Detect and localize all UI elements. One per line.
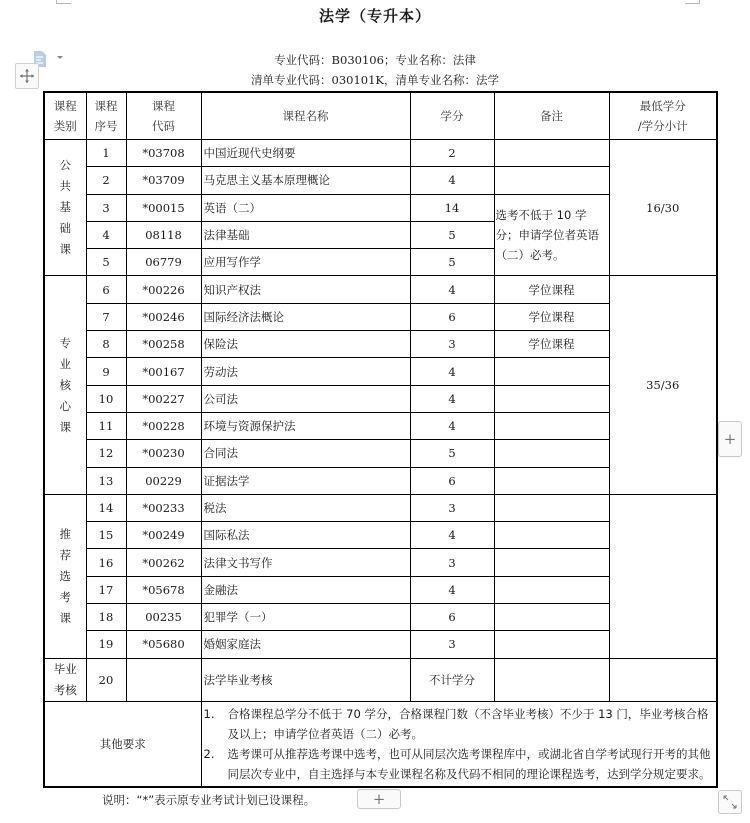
credit-cell: 4	[410, 522, 494, 549]
remark-cell	[494, 467, 609, 494]
code-cell: 00235	[126, 604, 201, 631]
table-header-row	[44, 92, 717, 140]
remark-cell	[494, 658, 609, 701]
code-cell: *00015	[126, 194, 201, 221]
category-char: 考	[59, 589, 71, 604]
add-column-button[interactable]	[718, 421, 742, 457]
course-name-cell: 国际私法	[201, 522, 410, 549]
footnote: 说明：“*”表示原专业考试计划已设课程。	[102, 793, 316, 807]
category-char: 选	[59, 568, 71, 583]
subtotal-cell	[609, 658, 717, 701]
course-name-cell: 知识产权法	[201, 276, 410, 303]
remark-cell: 选考不低于 10 学分；申请学位者英语（二）必考。	[494, 194, 609, 276]
table-row	[44, 140, 717, 167]
seq-cell: 8	[86, 331, 126, 358]
requirement-number: 1.	[203, 706, 215, 721]
plus-icon: +	[372, 790, 386, 808]
seq-cell: 10	[86, 385, 126, 412]
table-move-handle[interactable]	[15, 63, 39, 89]
category-char: 心	[59, 398, 71, 413]
credit-cell: 5	[410, 249, 494, 276]
course-name-cell: 中国近现代史纲要	[201, 140, 410, 167]
seq-cell: 4	[86, 221, 126, 248]
other-requirements-row	[44, 701, 717, 787]
credit-cell: 4	[410, 167, 494, 194]
remark-cell	[494, 167, 609, 194]
credit-cell: 6	[410, 467, 494, 494]
code-cell: *00227	[126, 385, 201, 412]
credit-cell: 不计学分	[410, 658, 494, 701]
major-info: 专业代码：B030106；专业名称：法律	[274, 53, 476, 67]
header-remark: 备注	[494, 92, 609, 140]
page-corner-mark-right	[685, 0, 700, 4]
course-name-cell: 合同法	[201, 440, 410, 467]
seq-cell: 14	[86, 494, 126, 521]
header-seq: 课程 序号	[86, 92, 126, 140]
code-cell: *00226	[126, 276, 201, 303]
code-cell: *00246	[126, 303, 201, 330]
seq-cell: 7	[86, 303, 126, 330]
credit-cell: 6	[410, 303, 494, 330]
requirement-number: 2.	[203, 746, 215, 761]
code-cell: 08118	[126, 221, 201, 248]
category-char: 荐	[59, 547, 71, 562]
seq-cell: 11	[86, 412, 126, 439]
code-cell: *03708	[126, 140, 201, 167]
code-cell: *00249	[126, 522, 201, 549]
course-name-cell: 应用写作学	[201, 249, 410, 276]
category-char: 课	[59, 419, 71, 434]
credit-cell: 3	[410, 494, 494, 521]
credit-cell: 14	[410, 194, 494, 221]
table-row	[44, 276, 717, 303]
course-plan-table	[43, 91, 718, 788]
remark-cell: 学位课程	[494, 331, 609, 358]
credit-cell: 5	[410, 440, 494, 467]
remark-cell	[494, 412, 609, 439]
category-char: 核	[59, 377, 71, 392]
add-row-button[interactable]	[357, 789, 401, 809]
seq-cell: 5	[86, 249, 126, 276]
category-char: 础	[59, 221, 71, 236]
category-char: 推	[59, 526, 71, 541]
page-corner-mark-left	[56, 0, 71, 4]
header-min-credit: 最低学分 /学分小计	[609, 92, 717, 140]
course-name-cell: 国际经济法概论	[201, 303, 410, 330]
course-name-cell: 马克思主义基本原理概论	[201, 167, 410, 194]
paste-options-dropdown-icon[interactable]	[57, 56, 63, 59]
credit-cell: 4	[410, 412, 494, 439]
credit-cell: 4	[410, 576, 494, 603]
move-arrows-icon	[19, 68, 35, 84]
subtotal-cell	[609, 494, 717, 658]
category-line: 考核	[53, 682, 77, 697]
course-name-cell: 公司法	[201, 385, 410, 412]
credit-cell: 4	[410, 276, 494, 303]
subtotal-cell: 16/30	[609, 140, 717, 276]
header-code: 课程 代码	[126, 92, 201, 140]
category-char: 课	[59, 610, 71, 625]
remark-cell	[494, 576, 609, 603]
code-cell: 00229	[126, 467, 201, 494]
code-cell: *00233	[126, 494, 201, 521]
credit-cell: 6	[410, 604, 494, 631]
category-char: 共	[59, 179, 71, 194]
seq-cell: 17	[86, 576, 126, 603]
code-cell: *03709	[126, 167, 201, 194]
graduation-row	[44, 658, 717, 701]
seq-cell: 13	[86, 467, 126, 494]
remark-cell	[494, 385, 609, 412]
seq-cell: 9	[86, 358, 126, 385]
course-name-cell: 法学毕业考核	[201, 658, 410, 701]
seq-cell: 18	[86, 604, 126, 631]
list-major-info: 清单专业代码：030101K，清单专业名称：法学	[251, 73, 499, 87]
code-cell: 06779	[126, 249, 201, 276]
category-char: 公	[59, 158, 71, 173]
seq-cell: 15	[86, 522, 126, 549]
seq-cell: 19	[86, 631, 126, 658]
course-name-cell: 英语（二）	[201, 194, 410, 221]
remark-cell	[494, 140, 609, 167]
course-name-cell: 保险法	[201, 331, 410, 358]
other-requirements-list	[201, 701, 717, 787]
category-cell	[44, 276, 86, 494]
category-cell	[44, 658, 86, 701]
remark-cell	[494, 494, 609, 521]
seq-cell: 3	[86, 194, 126, 221]
remark-cell: 学位课程	[494, 303, 609, 330]
seq-cell: 12	[86, 440, 126, 467]
credit-cell: 3	[410, 549, 494, 576]
page-title: 法学（专升本）	[318, 7, 431, 25]
other-requirements-label: 其他要求	[44, 701, 201, 787]
course-name-cell: 税法	[201, 494, 410, 521]
credit-cell: 5	[410, 221, 494, 248]
category-cell	[44, 494, 86, 658]
category-line: 毕业	[53, 661, 77, 676]
requirement-text: 选考课可从推荐选考课中选考，也可从同层次选考课程库中，或湖北省自学考试现行开考的其他同层次专业中，自主选择与本专业课程名称及代码不相同的理论课程选考，达到学分规定要求。	[227, 746, 711, 781]
seq-cell: 1	[86, 140, 126, 167]
category-cell	[44, 140, 86, 276]
course-name-cell: 证据法学	[201, 467, 410, 494]
remark-cell	[494, 604, 609, 631]
seq-cell: 20	[86, 658, 126, 701]
seq-cell: 6	[86, 276, 126, 303]
remark-cell	[494, 549, 609, 576]
header-category: 课程 类别	[44, 92, 86, 140]
code-cell: *05678	[126, 576, 201, 603]
course-name-cell: 法律基础	[201, 221, 410, 248]
remark-cell	[494, 440, 609, 467]
code-cell: *05680	[126, 631, 201, 658]
code-cell: *00230	[126, 440, 201, 467]
category-char: 基	[59, 200, 71, 215]
credit-cell: 3	[410, 631, 494, 658]
credit-cell: 3	[410, 331, 494, 358]
course-name-cell: 环境与资源保护法	[201, 412, 410, 439]
code-cell	[126, 658, 201, 701]
table-resize-handle[interactable]	[718, 790, 742, 814]
remark-cell	[494, 522, 609, 549]
course-name-cell: 劳动法	[201, 358, 410, 385]
course-name-cell: 婚姻家庭法	[201, 631, 410, 658]
code-cell: *00258	[126, 331, 201, 358]
header-credit: 学分	[410, 92, 494, 140]
requirement-text: 合格课程总学分不低于 70 学分，合格课程门数（不含毕业考核）不少于 13 门，毕业考核合格及以上；申请学位者英语（二）必考。	[227, 706, 709, 741]
remark-cell	[494, 631, 609, 658]
remark-cell	[494, 358, 609, 385]
credit-cell: 4	[410, 358, 494, 385]
remark-cell: 学位课程	[494, 276, 609, 303]
resize-diagonal-icon	[719, 791, 741, 813]
course-name-cell: 金融法	[201, 576, 410, 603]
table-row	[44, 494, 717, 521]
course-name-cell: 犯罪学（一）	[201, 604, 410, 631]
requirement-item	[202, 744, 715, 784]
requirement-item	[202, 704, 715, 744]
category-char: 业	[59, 356, 71, 371]
plus-icon: +	[723, 430, 737, 448]
category-char: 专	[59, 335, 71, 350]
code-cell: *00262	[126, 549, 201, 576]
category-char: 课	[59, 242, 71, 257]
header-name: 课程名称	[201, 92, 410, 140]
course-name-cell: 法律文书写作	[201, 549, 410, 576]
credit-cell: 4	[410, 385, 494, 412]
subtotal-cell: 35/36	[609, 276, 717, 494]
seq-cell: 2	[86, 167, 126, 194]
seq-cell: 16	[86, 549, 126, 576]
code-cell: *00167	[126, 358, 201, 385]
code-cell: *00228	[126, 412, 201, 439]
credit-cell: 2	[410, 140, 494, 167]
